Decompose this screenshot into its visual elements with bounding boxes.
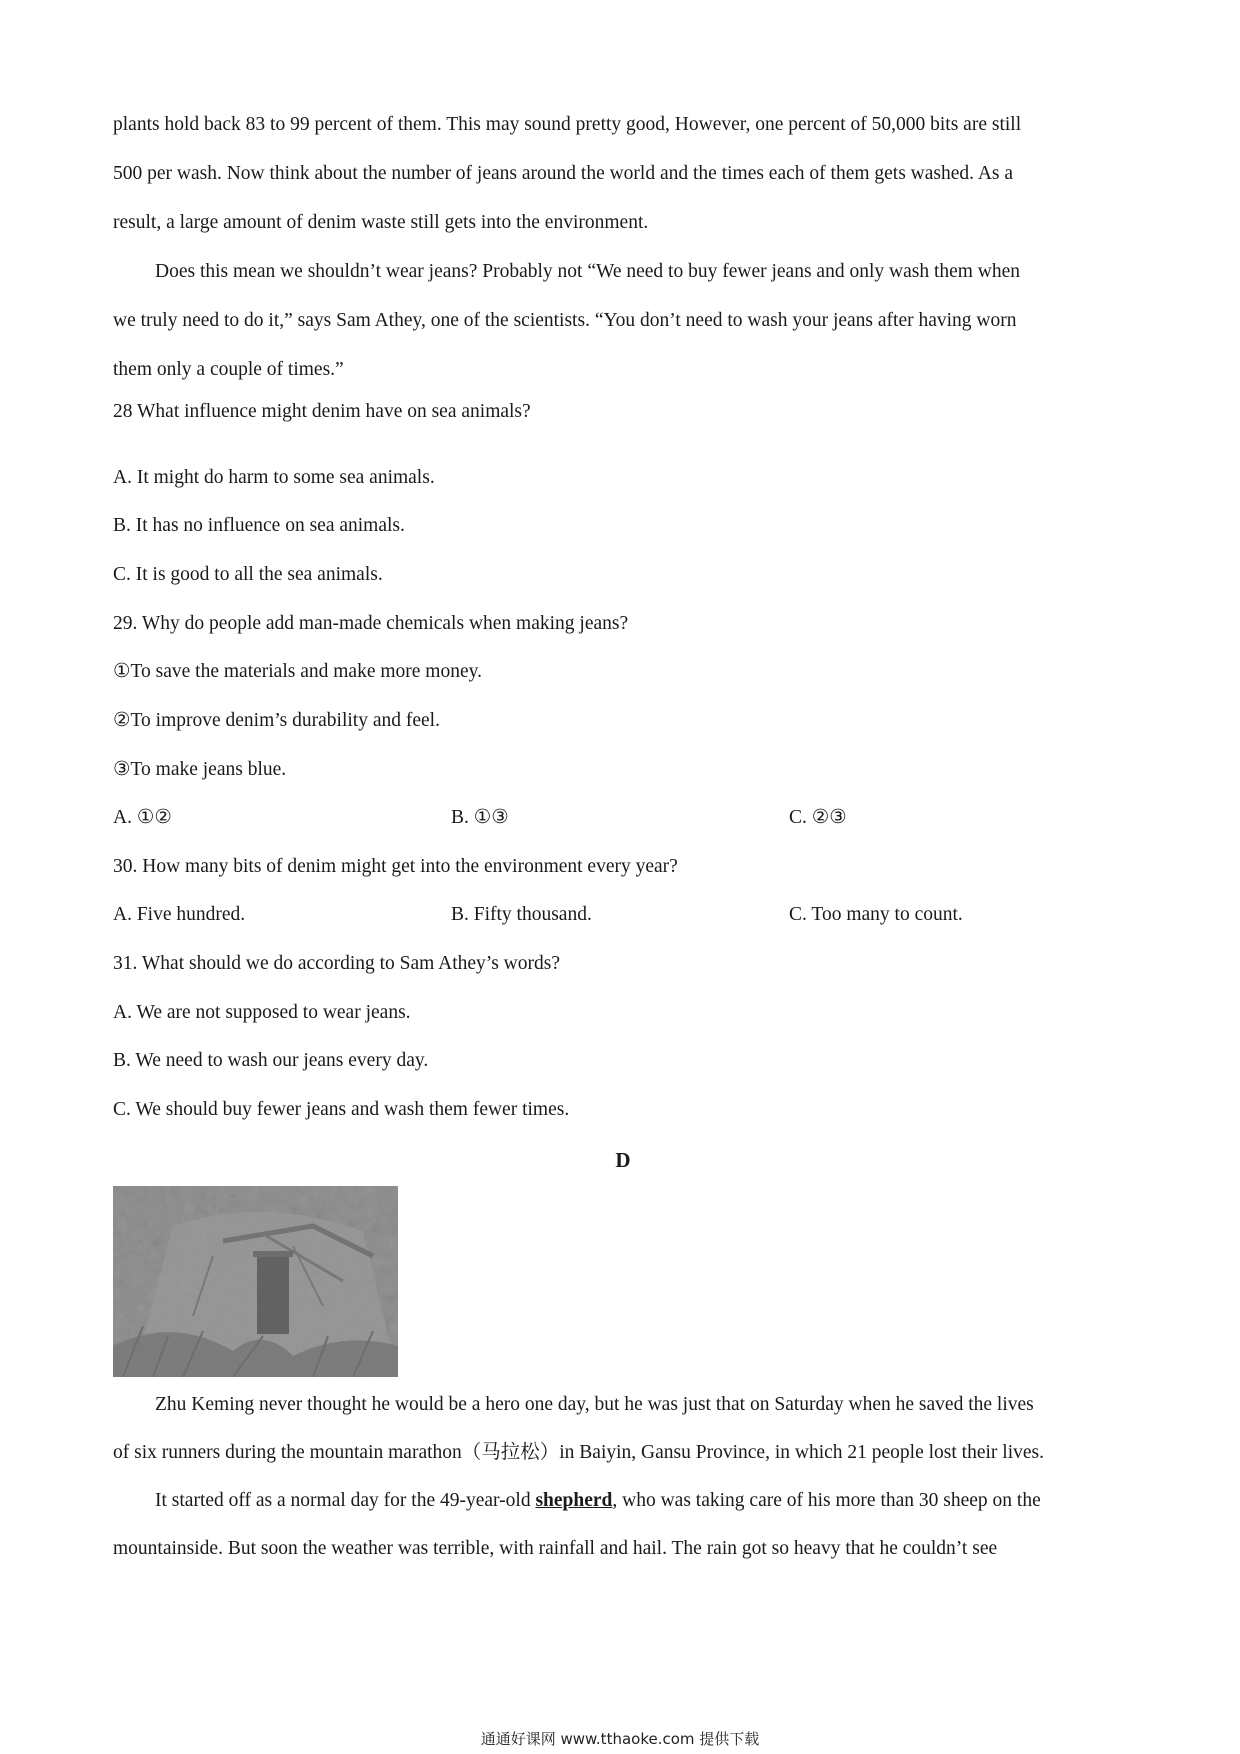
question-29-options <box>113 802 1133 834</box>
passage-line: we truly need to do it,” says Sam Athey, one of the scientists. “You don’t need to wash your jeans after having worn <box>113 310 1017 331</box>
question-29-stem: 29. Why do people add man-made chemicals when making jeans? <box>113 613 629 634</box>
question-31-option-a[interactable]: A. We are not supposed to wear jeans. <box>113 1002 411 1023</box>
passage-line: them only a couple of times.” <box>113 359 344 380</box>
passage-text: , who was taking care of his more than 30 sheep on the <box>612 1490 1041 1511</box>
question-30-option-a[interactable]: A. Five hundred. <box>113 904 246 925</box>
question-29-statement-2: ②To improve denim’s durability and feel. <box>113 710 440 731</box>
highlighted-word-shepherd: shepherd <box>535 1490 613 1511</box>
passage-paragraph-1 <box>113 100 1133 247</box>
question-30-options <box>113 899 1133 931</box>
question-29-option-a[interactable]: A. ①② <box>113 807 172 828</box>
question-31-option-c[interactable]: C. We should buy fewer jeans and wash them fewer times. <box>113 1099 570 1120</box>
passage-line: plants hold back 83 to 99 percent of them. This may sound pretty good, However, one percent of 50,000 bits are still <box>113 114 1022 135</box>
question-28-stem: 28 What influence might denim have on sea animals? <box>113 401 531 422</box>
cave-photo-illustration <box>113 1186 398 1377</box>
question-29-statement-1: ①To save the materials and make more money. <box>113 661 482 682</box>
passage-text: It started off as a normal day for the 49-year-old <box>155 1490 536 1511</box>
passage-paragraph-2 <box>113 247 1133 394</box>
question-31-option-b[interactable]: B. We need to wash our jeans every day. <box>113 1050 429 1071</box>
passage-line: Zhu Keming never thought he would be a hero one day, but he was just that on Saturday when he saved the lives <box>155 1394 1034 1415</box>
cave-photo <box>113 1186 398 1377</box>
passage-line: mountainside. But soon the weather was terrible, with rainfall and hail. The rain got so heavy that he couldn’t see <box>113 1538 998 1559</box>
question-28-option-c[interactable]: C. It is good to all the sea animals. <box>113 564 383 585</box>
passage-line: 500 per wash. Now think about the number of jeans around the world and the times each of them gets washed. As a <box>113 163 1014 184</box>
question-28-option-b[interactable]: B. It has no influence on sea animals. <box>113 515 405 536</box>
question-30-option-b[interactable]: B. Fifty thousand. <box>451 904 592 925</box>
question-29-statement-3: ③To make jeans blue. <box>113 759 287 780</box>
section-d-passage <box>113 1381 1133 1573</box>
question-28-option-a[interactable]: A. It might do harm to some sea animals. <box>113 467 435 488</box>
question-30-stem: 30. How many bits of denim might get into the environment every year? <box>113 856 678 877</box>
passage-line: Does this mean we shouldn’t wear jeans? Probably not “We need to buy fewer jeans and only wash them when <box>155 261 1021 282</box>
section-d-title: D <box>615 1148 631 1172</box>
passage-line: result, a large amount of denim waste still gets into the environment. <box>113 212 649 233</box>
passage-line <box>113 1477 1133 1525</box>
passage-line: of six runners during the mountain marathon（马拉松）in Baiyin, Gansu Province, in which 21 people lost their lives. <box>113 1442 1044 1463</box>
question-30-option-c[interactable]: C. Too many to count. <box>789 904 963 925</box>
question-29-option-c[interactable]: C. ②③ <box>789 807 847 828</box>
question-29-option-b[interactable]: B. ①③ <box>451 807 509 828</box>
question-31-stem: 31. What should we do according to Sam Athey’s words? <box>113 953 560 974</box>
page-footer: 通通好课网 www.tthaoke.com 提供下载 <box>480 1730 760 1748</box>
